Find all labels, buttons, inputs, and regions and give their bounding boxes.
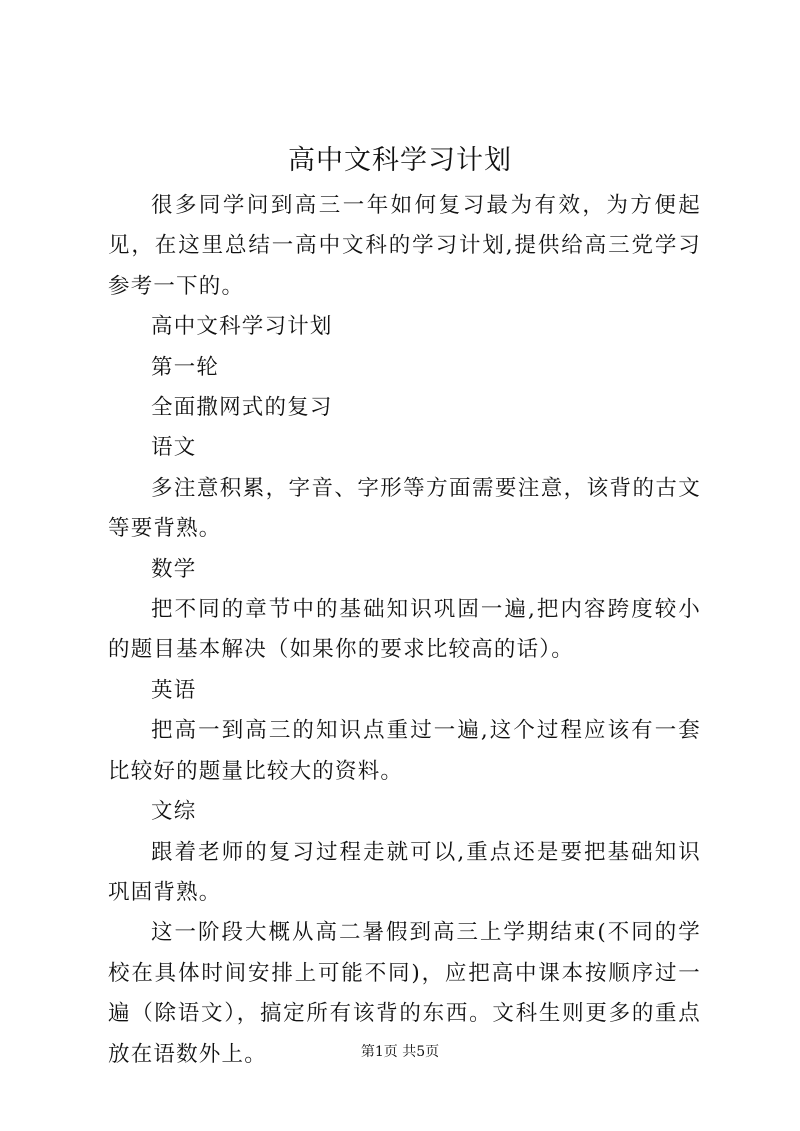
subject-heading-english: 英语 bbox=[151, 677, 197, 703]
paragraph-english: 把高一到高三的知识点重过一遍,这个过程应该有一套比较好的题量比较大的资料。 bbox=[108, 718, 701, 784]
paragraph-chinese: 多注意积累，字音、字形等方面需要注意，该背的古文等要背熟。 bbox=[108, 475, 701, 542]
subject-heading-math: 数学 bbox=[151, 556, 197, 582]
page-title: 高中文科学习计划 bbox=[288, 145, 512, 176]
paragraph-math: 把不同的章节中的基础知识巩固一遍,把内容跨度较小的题目基本解决（如果你的要求比较高的话）。 bbox=[108, 597, 701, 663]
section-heading-round-one: 第一轮 bbox=[151, 354, 220, 380]
paragraph-summary: 这一阶段大概从高二暑假到高三上学期结束(不同的学校在具体时间安排上可能不同)，应把高中课本按顺序过一遍（除语文），搞定所有该背的东西。文科生则更多的重点放在语数外上。 bbox=[108, 920, 701, 1067]
section-heading-plan: 高中文科学习计划 bbox=[151, 314, 333, 340]
page-footer: 第1页 共5页 bbox=[360, 1044, 440, 1060]
paragraph-intro: 很多同学问到高三一年如何复习最为有效，为方便起见，在这里总结一高中文科的学习计划,提供给高三党学习参考一下的。 bbox=[108, 193, 701, 299]
subject-heading-chinese: 语文 bbox=[151, 435, 197, 461]
section-subtitle-review: 全面撒网式的复习 bbox=[151, 395, 333, 421]
paragraph-liberal-arts: 跟着老师的复习过程走就可以,重点还是要把基础知识巩固背熟。 bbox=[108, 839, 701, 905]
document-body bbox=[108, 186, 701, 1075]
subject-heading-liberal-arts: 文综 bbox=[151, 799, 197, 825]
